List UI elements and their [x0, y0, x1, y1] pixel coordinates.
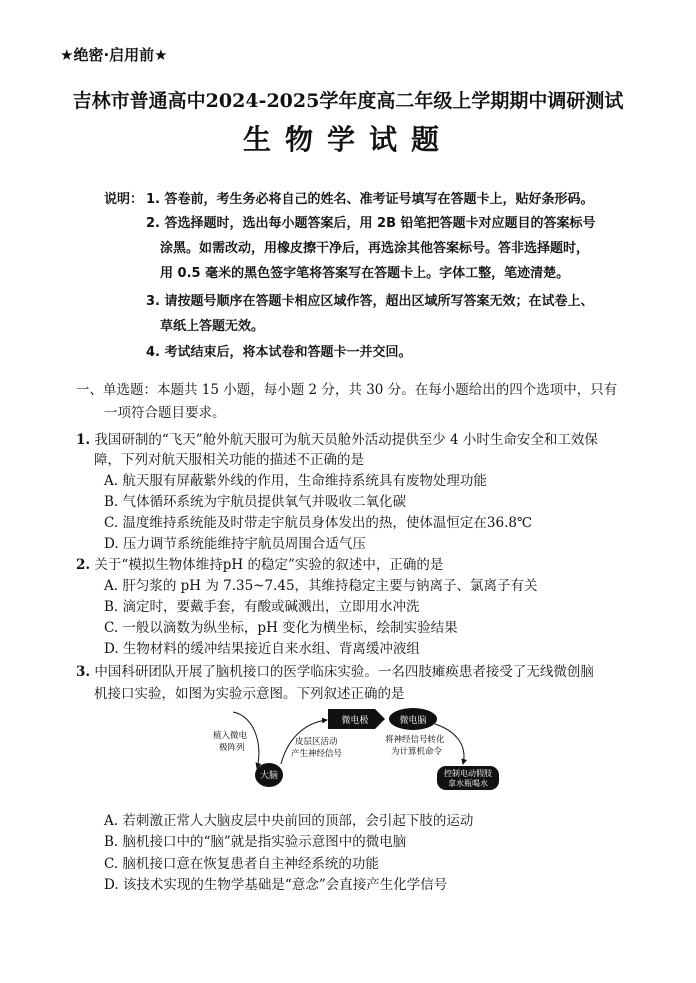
option-a: A. 肝匀浆的 pH 为 7.35~7.45，其维持稳定主要与钠离子、氯离子有关 — [104, 578, 538, 594]
option-d: D. 该技术实现的生物学基础是“意念”会直接产生化学信号 — [104, 877, 448, 893]
exam-title: 吉林市普通高中2024-2025学年度高二年级上学期期中调研测试 — [72, 90, 624, 112]
convert-label-1: 将神经信号转化 — [385, 735, 445, 745]
cortex-label-2: 产生神经信号 — [291, 749, 343, 759]
option-b: B. 滴定时，要戴手套，有酸或碱溅出，立即用水冲洗 — [104, 599, 420, 615]
bci-diagram — [205, 706, 505, 796]
instructions-label: 说明： — [104, 192, 144, 207]
instruction-2-cont: 用 0.5 毫米的黑色签字笔将答案写在答题卡上。字体工整，笔迹清楚。 — [160, 266, 570, 281]
instruction-2-cont: 涂黑。如需改动，用橡皮擦干净后，再选涂其他答案标号。答非选择题时， — [160, 241, 590, 256]
question-number: 1. — [76, 432, 91, 448]
cortex-label-1: 皮层区活动 — [295, 737, 338, 747]
brain-label: 大脑 — [259, 771, 279, 781]
question-number: 2. — [76, 557, 91, 573]
question-number: 3. — [76, 664, 91, 680]
question-2 — [76, 553, 443, 573]
convert-label-2: 为计算机命令 — [391, 747, 443, 757]
option-d: D. 压力调节系统能维持宇航员周围合适气压 — [104, 536, 366, 552]
option-c: C. 温度维持系统能及时带走宇航员身体发出的热，使体温恒定在36.8℃ — [104, 515, 533, 531]
option-b: B. 气体循环系统为宇航员提供氧气并吸收二氧化碳 — [104, 494, 407, 510]
control-label-1: 控制电动假肢 — [444, 769, 492, 778]
instruction-4: 4. 考试结束后，将本试卷和答题卡一并交回。 — [146, 345, 412, 360]
option-a: A. 航天服有屏蔽紫外线的作用，生命维持系统具有废物处理功能 — [104, 473, 487, 489]
control-label-2: 拿水瓶喝水 — [448, 779, 488, 788]
option-c: C. 一般以滴数为纵坐标，pH 变化为横坐标，绘制实验结果 — [104, 620, 458, 636]
question-stem-cont: 障，下列对航天服相关功能的描述不正确的是 — [94, 452, 364, 468]
implant-label-2: 极阵列 — [219, 743, 245, 753]
secret-marker: ★绝密·启用前★ — [60, 46, 168, 64]
section-header-cont: 一项符合题目要求。 — [104, 405, 226, 421]
option-a: A. 若刺激正常人大脑皮层中央前回的顶部，会引起下肢的运动 — [104, 813, 474, 829]
instruction-3-cont: 草纸上答题无效。 — [160, 319, 265, 334]
option-b: B. 脑机接口中的“脑”就是指实验示意图中的微电脑 — [104, 834, 407, 850]
computer-label: 微电脑 — [399, 716, 427, 726]
question-stem: 关于“模拟生物体维持pH 的稳定”实验的叙述中，正确的是 — [94, 557, 444, 573]
option-d: D. 生物材料的缓冲结果接近自来水组、背离缓冲液组 — [104, 641, 420, 657]
electrode-label: 微电极 — [341, 716, 369, 726]
instruction-1: 1. 答卷前，考生务必将自己的姓名、准考证号填写在答题卡上，贴好条形码。 — [146, 192, 594, 207]
section-header: 一、单选题：本题共 15 小题，每小题 2 分，共 30 分。在每小题给出的四个选项中，只有 — [76, 382, 618, 398]
implant-label-1: 植入微电 — [213, 731, 248, 741]
question-stem: 我国研制的“飞天”舱外航天服可为航天员舱外活动提供至少 4 小时生命安全和工效保 — [94, 432, 598, 448]
instruction-3: 3. 请按题号顺序在答题卡相应区域作答，超出区域所写答案无效；在试卷上、 — [146, 294, 594, 309]
question-stem: 中国科研团队开展了脑机接口的医学临床实验。一名四肢瘫痪患者接受了无线微创脑 — [94, 664, 594, 680]
question-1 — [76, 428, 598, 448]
question-3 — [76, 660, 594, 680]
instruction-2: 2. 答选择题时，选出每小题答案后，用 2B 铅笔把答题卡对应题目的答案标号 — [146, 216, 596, 231]
option-c: C. 脑机接口意在恢复患者自主神经系统的功能 — [104, 856, 379, 872]
question-stem-cont: 机接口实验，如图为实验示意图。下列叙述正确的是 — [94, 686, 405, 702]
subject-title: 生物学试题 — [242, 123, 453, 156]
